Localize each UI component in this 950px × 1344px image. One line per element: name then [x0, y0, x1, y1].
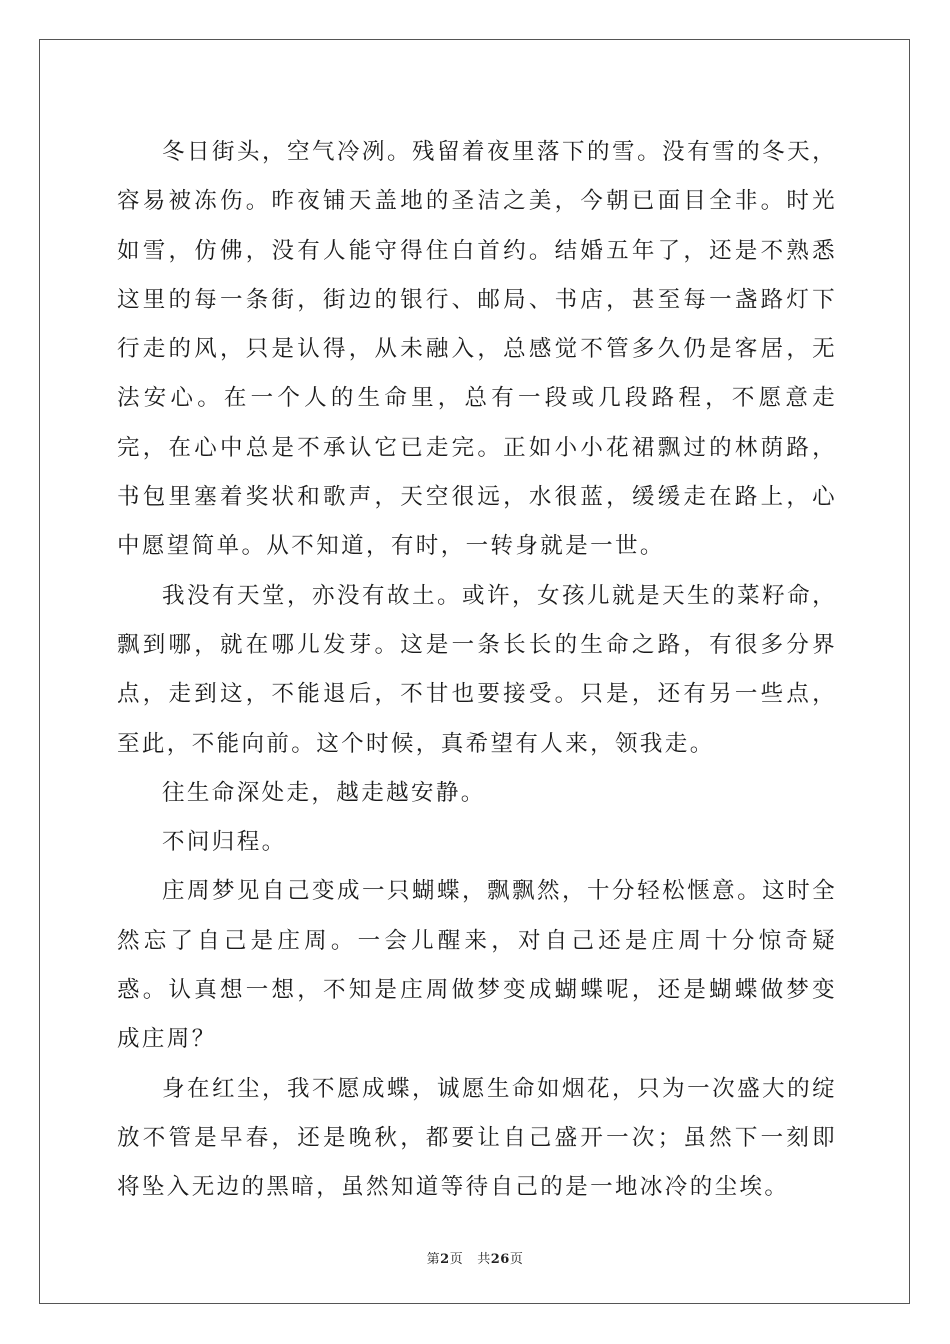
total-pages: 26 [490, 1252, 510, 1267]
total-prefix: 共 [477, 1252, 491, 1267]
page-suffix: 页 [449, 1252, 464, 1267]
page-prefix: 第 [426, 1252, 441, 1267]
total-suffix: 页 [509, 1252, 524, 1267]
paragraph-6: 身在红尘，我不愿成蝶，诚愿生命如烟花，只为一次盛大的绽放不管是早春，还是晚秋，都要让自己盛开一次；虽然下一刻即将坠入无边的黑暗，虽然知道等待自己的是一地冰冷的尘埃。 [117, 1075, 837, 1201]
paragraph-5: 庄周梦见自己变成一只蝴蝶，飘飘然，十分轻松惬意。这时全然忘了自己是庄周。一会儿醒来，对自己还是庄周十分惊奇疑惑。认真想一想，不知是庄周做梦变成蝴蝶呢，还是蝴蝶做梦变成庄周？ [117, 878, 837, 1053]
paragraph-2: 我没有天堂，亦没有故土。或许，女孩儿就是天生的菜籽命，飘到哪，就在哪儿发芽。这是一条长长的生命之路，有很多分界点，走到这，不能退后，不甘也要接受。只是，还有另一些点，至此，不能向前。这个时候，真希望有人来，领我走。 [117, 582, 837, 757]
paragraph-4: 不问归程。 [162, 829, 287, 856]
document-body [117, 128, 837, 1213]
page-number: 2 [440, 1252, 450, 1267]
paragraph-3: 往生命深处走，越走越安静。 [162, 779, 486, 806]
paragraph-1: 冬日街头，空气冷冽。残留着夜里落下的雪。没有雪的冬天，容易被冻伤。昨夜铺天盖地的圣洁之美，今朝已面目全非。时光如雪，仿佛，没有人能守得住白首约。结婚五年了，还是不熟悉这里的每一条街，街边的银行、邮局、书店，甚至每一盏路灯下行走的风，只是认得，从未融入，总感觉不管多久仍是客居，无法安心。在一个人的生命里，总有一段或几段路程，不愿意走完，在心中总是不承认它已走完。正如小小花裙飘过的林荫路，书包里塞着奖状和歌声，天空很远，水很蓝，缓缓走在路上，心中愿望简单。从不知道，有时，一转身就是一世。 [117, 139, 837, 560]
page-footer [0, 1248, 950, 1267]
